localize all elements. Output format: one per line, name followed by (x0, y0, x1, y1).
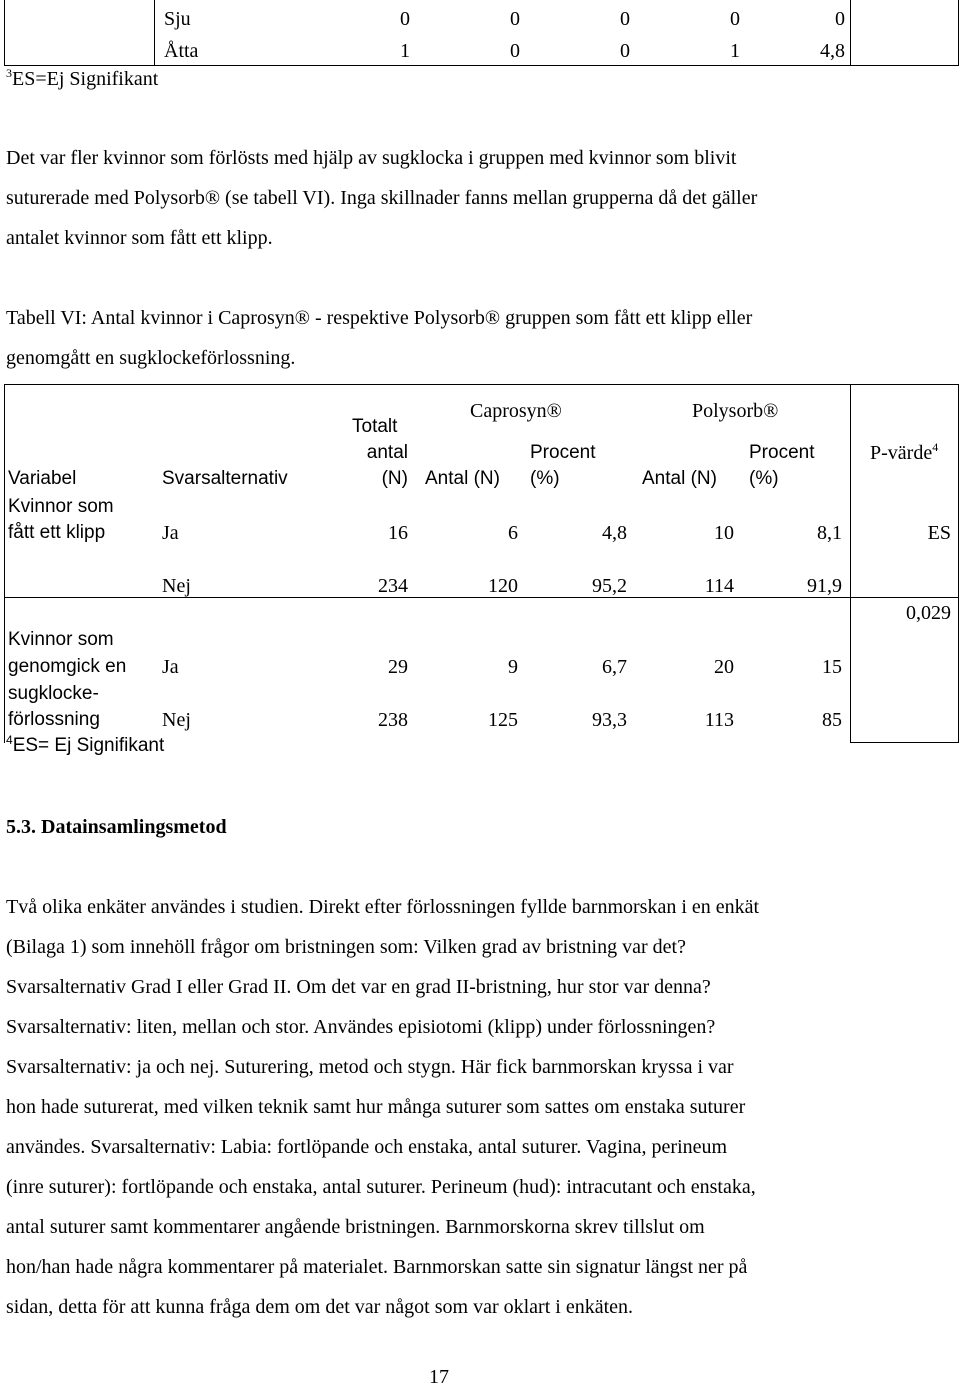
footnote (6, 68, 158, 91)
header-text: (N) (381, 468, 408, 489)
table-border (4, 597, 5, 743)
header-procent-caprosyn: Procent (530, 442, 596, 463)
table-border (850, 742, 959, 743)
cell-caprosyn-n: 120 (488, 575, 518, 597)
cell-total: 16 (388, 522, 408, 544)
table-border (850, 384, 851, 598)
table-border (154, 0, 155, 66)
footnote-text: ES=Ej Signifikant (12, 68, 159, 90)
cell: 0 (620, 8, 630, 30)
header-antal-caprosyn: Antal (N) (425, 468, 500, 489)
table-border (958, 597, 959, 743)
header-totalt (352, 416, 412, 438)
header-caprosyn: Caprosyn® (470, 400, 562, 422)
header-variabel: Variabel (8, 468, 77, 489)
header-antal-polysorb: Antal (N) (642, 468, 717, 489)
table-border (850, 597, 851, 743)
cell-caprosyn-pct: 95,2 (592, 575, 627, 597)
table-caption (6, 298, 906, 378)
header-procent-polysorb: (%) (749, 468, 779, 489)
footnote-marker: 3 (6, 66, 12, 80)
cell-caprosyn-n: 9 (508, 656, 518, 678)
header-text: P-värde (870, 442, 933, 464)
text-line: antal suturer samt kommentarer angående bristningen. Barnmorskorna skrev tillslut om (6, 1216, 705, 1238)
group-label: fått ett klipp (8, 522, 106, 543)
text-line: Tabell VI: Antal kvinnor i Caprosyn® - respektive Polysorb® gruppen som fått ett klipp eller (6, 307, 753, 329)
header-procent-caprosyn: (%) (530, 468, 560, 489)
table-border (958, 384, 959, 598)
paragraph (6, 887, 906, 1327)
cell-polysorb-pct: 8,1 (817, 522, 842, 544)
group-label: Kvinnor som (8, 496, 114, 517)
cell-total: 29 (388, 656, 408, 678)
header-text: antal (366, 442, 408, 463)
cell-polysorb-n: 10 (714, 522, 734, 544)
footnote-marker: 4 (6, 733, 13, 747)
header-svarsalternativ: Svarsalternativ (162, 468, 288, 489)
text-line: Svarsalternativ: liten, mellan och stor. Användes episiotomi (klipp) under förlossningen? (6, 1016, 716, 1038)
header-procent-polysorb: Procent (749, 442, 815, 463)
cell-caprosyn-n: 6 (508, 522, 518, 544)
text-line: användes. Svarsalternativ: Labia: fortlöpande och enstaka, antal suturer. Vagina, perineum (6, 1136, 728, 1158)
text-line: sidan, detta för att kunna fråga dem om det var något som var oklart i enkäten. (6, 1296, 634, 1318)
cell-p-value: ES (927, 522, 951, 544)
footnote-text: ES= Ej Signifikant (12, 735, 165, 756)
cell-polysorb-n: 114 (704, 575, 734, 597)
cell-polysorb-pct: 91,9 (807, 575, 842, 597)
table-border (4, 65, 959, 66)
cell: 0 (510, 40, 520, 62)
text-line: hon hade suturerat, med vilken teknik samt hur många suturer som sattes om enstaka suturer (6, 1096, 746, 1118)
text-line: antalet kvinnor som fått ett klipp. (6, 227, 273, 249)
answer-alt: Nej (162, 575, 191, 597)
page-number: 17 (429, 1366, 449, 1388)
text-line: hon/han hade några kommentarer på materialet. Barnmorskan satte sin signatur längst ner på (6, 1256, 748, 1278)
footnote-marker: 4 (932, 440, 939, 454)
paragraph (6, 138, 906, 258)
cell-caprosyn-pct: 6,7 (602, 656, 627, 678)
text-line: genomgått en sugklockeförlossning. (6, 347, 296, 369)
table-border (4, 384, 5, 598)
answer-alt: Nej (162, 709, 191, 731)
cell: 0 (730, 8, 740, 30)
header-p-varde (870, 442, 938, 465)
cell-polysorb-n: 113 (704, 709, 734, 731)
text-line: Svarsalternativ Grad I eller Grad II. Om det var en grad II-bristning, hur stor var denna? (6, 976, 711, 998)
cell: 0 (620, 40, 630, 62)
table-border (850, 0, 851, 66)
header-polysorb: Polysorb® (692, 400, 779, 422)
row-label: Sju (164, 8, 191, 30)
text-line: Två olika enkäter användes i studien. Direkt efter förlossningen fyllde barnmorskan i en enkät (6, 896, 760, 918)
group-label: förlossning (8, 709, 100, 730)
cell-polysorb-n: 20 (714, 656, 734, 678)
table-border (958, 0, 959, 66)
cell-caprosyn-pct: 4,8 (602, 522, 627, 544)
table-border (4, 384, 959, 385)
cell-total: 238 (378, 709, 408, 731)
cell-p-value: 0,029 (906, 602, 951, 624)
table-border (4, 0, 5, 66)
text-line: Svarsalternativ: ja och nej. Suturering, metod och stygn. Här fick barnmorskan kryssa i var (6, 1056, 734, 1078)
cell: 1 (400, 40, 410, 62)
cell: 0 (510, 8, 520, 30)
text-line: (Bilaga 1) som innehöll frågor om bristningen som: Vilken grad av bristning var det? (6, 936, 686, 958)
group-label: sugklocke- (8, 683, 99, 704)
cell: 0 (835, 8, 845, 30)
answer-alt: Ja (162, 656, 179, 678)
cell-polysorb-pct: 15 (822, 656, 842, 678)
section-heading: 5.3. Datainsamlingsmetod (6, 816, 227, 838)
text-line: Det var fler kvinnor som förlösts med hjälp av sugklocka i gruppen med kvinnor som blivit (6, 147, 737, 169)
cell-polysorb-pct: 85 (822, 709, 842, 731)
group-label: Kvinnor som (8, 629, 114, 650)
cell: 0 (400, 8, 410, 30)
text-line: suturerade med Polysorb® (se tabell VI). Inga skillnader fanns mellan grupperna då det gäller (6, 187, 758, 209)
cell-total: 234 (378, 575, 408, 597)
group-label: genomgick en (8, 656, 127, 677)
row-label: Åtta (164, 40, 199, 62)
cell: 1 (730, 40, 740, 62)
footnote (6, 735, 164, 757)
text-line: (inre suturer): fortlöpande och enstaka, antal suturer. Perineum (hud): intracutant och enstaka, (6, 1176, 756, 1198)
cell-caprosyn-n: 125 (488, 709, 518, 731)
cell-caprosyn-pct: 93,3 (592, 709, 627, 731)
answer-alt: Ja (162, 522, 179, 544)
cell: 4,8 (820, 40, 845, 62)
header-text: Totalt (352, 416, 398, 437)
